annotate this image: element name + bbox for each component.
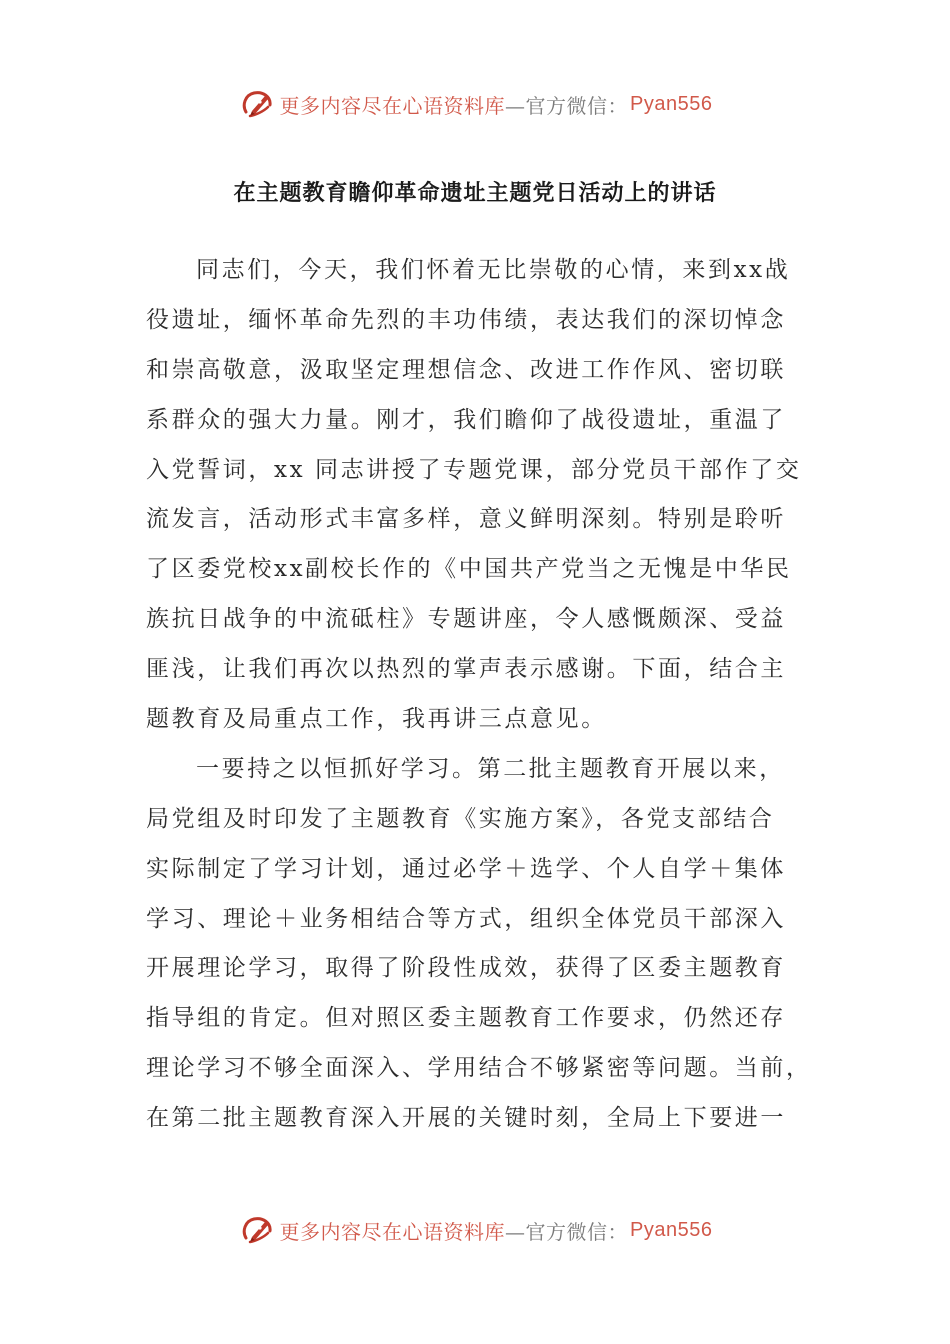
- text-line: 开展理论学习，取得了阶段性成效，获得了区委主题教育: [146, 955, 786, 982]
- text-line: 入党誓词，xx 同志讲授了专题党课，部分党员干部作了交: [146, 456, 802, 483]
- text-line: 理论学习不够全面深入、学用结合不够紧密等问题。当前，: [146, 1055, 812, 1082]
- text-line: 同志们，今天，我们怀着无比崇敬的心情，来到xx战: [196, 257, 791, 283]
- banner-wechat-id: Pyan556: [630, 1218, 713, 1241]
- text-line: 系群众的强大力量。刚才，我们瞻仰了战役遗址，重温了: [146, 406, 786, 433]
- footer-banner: [0, 1208, 950, 1252]
- paragraph: [146, 745, 812, 1144]
- banner-text: 更多内容尽在心语资料库: [279, 93, 506, 118]
- text-line: 实际制定了学习计划，通过必学＋选学、个人自学＋集体: [146, 855, 786, 882]
- text-line: 一要持之以恒抓好学习。第二批主题教育开展以来，: [196, 755, 785, 782]
- paragraph: [146, 246, 806, 745]
- text-line: 学习、理论＋业务相结合等方式，组织全体党员干部深入: [146, 905, 786, 932]
- banner-wechat-label: —官方微信：: [505, 1219, 629, 1244]
- text-line: 和崇高敬意，汲取坚定理想信念、改进工作作风、密切联: [146, 356, 786, 383]
- banner-wechat-id: Pyan556: [630, 92, 713, 115]
- text-line: 局党组及时印发了主题教育《实施方案》，各党支部结合: [146, 805, 775, 832]
- text-line: 指导组的肯定。但对照区委主题教育工作要求，仍然还存: [146, 1005, 786, 1032]
- banner-text: 更多内容尽在心语资料库: [279, 1219, 506, 1244]
- pen-logo-icon: [238, 1211, 276, 1249]
- text-line: 了区委党校xx副校长作的《中国共产党当之无愧是中华民: [146, 556, 792, 583]
- document-title: 在主题教育瞻仰革命遗址主题党日活动上的讲话: [233, 181, 717, 206]
- text-line: 匪浅，让我们再次以热烈的掌声表示感谢。下面，结合主: [146, 656, 786, 683]
- text-line: 族抗日战争的中流砥柱》专题讲座，令人感慨颇深、受益: [146, 606, 786, 633]
- text-line: 题教育及局重点工作，我再讲三点意见。: [146, 706, 607, 733]
- document-body: [146, 246, 812, 1144]
- banner-wechat-label: —官方微信：: [505, 93, 629, 118]
- text-line: 役遗址，缅怀革命先烈的丰功伟绩，表达我们的深切悼念: [146, 306, 786, 333]
- pen-logo-icon: [238, 85, 276, 123]
- header-banner: [0, 82, 950, 126]
- text-line: 流发言，活动形式丰富多样，意义鲜明深刻。特别是聆听: [146, 506, 786, 533]
- text-line: 在第二批主题教育深入开展的关键时刻，全局上下要进一: [146, 1105, 786, 1132]
